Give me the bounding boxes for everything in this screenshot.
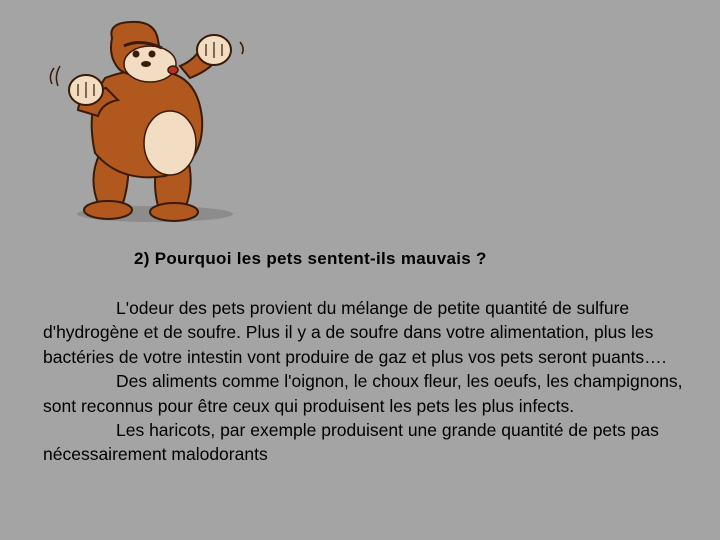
paragraph: L'odeur des pets provient du mélange de petite quantité de sulfure d'hydrogène et de soufre. Plus il y a de soufre dans votre alimentation, plus les bactéries de votre intestin vont produire de gaz et plus vos pets seront puants…. [43, 298, 667, 367]
paragraph: Les haricots, par exemple produisent une grande quantité de pets pas nécessairement malodorants [43, 420, 659, 465]
slide-body [43, 296, 683, 467]
paragraph: Des aliments comme l'oignon, le choux fleur, les oeufs, les champignons, sont reconnus pour être ceux qui produisent les pets les plus infects. [43, 371, 683, 416]
gorilla-illustration [40, 18, 250, 228]
slide-title: 2) Pourquoi les pets sentent-ils mauvais ? [134, 249, 487, 268]
